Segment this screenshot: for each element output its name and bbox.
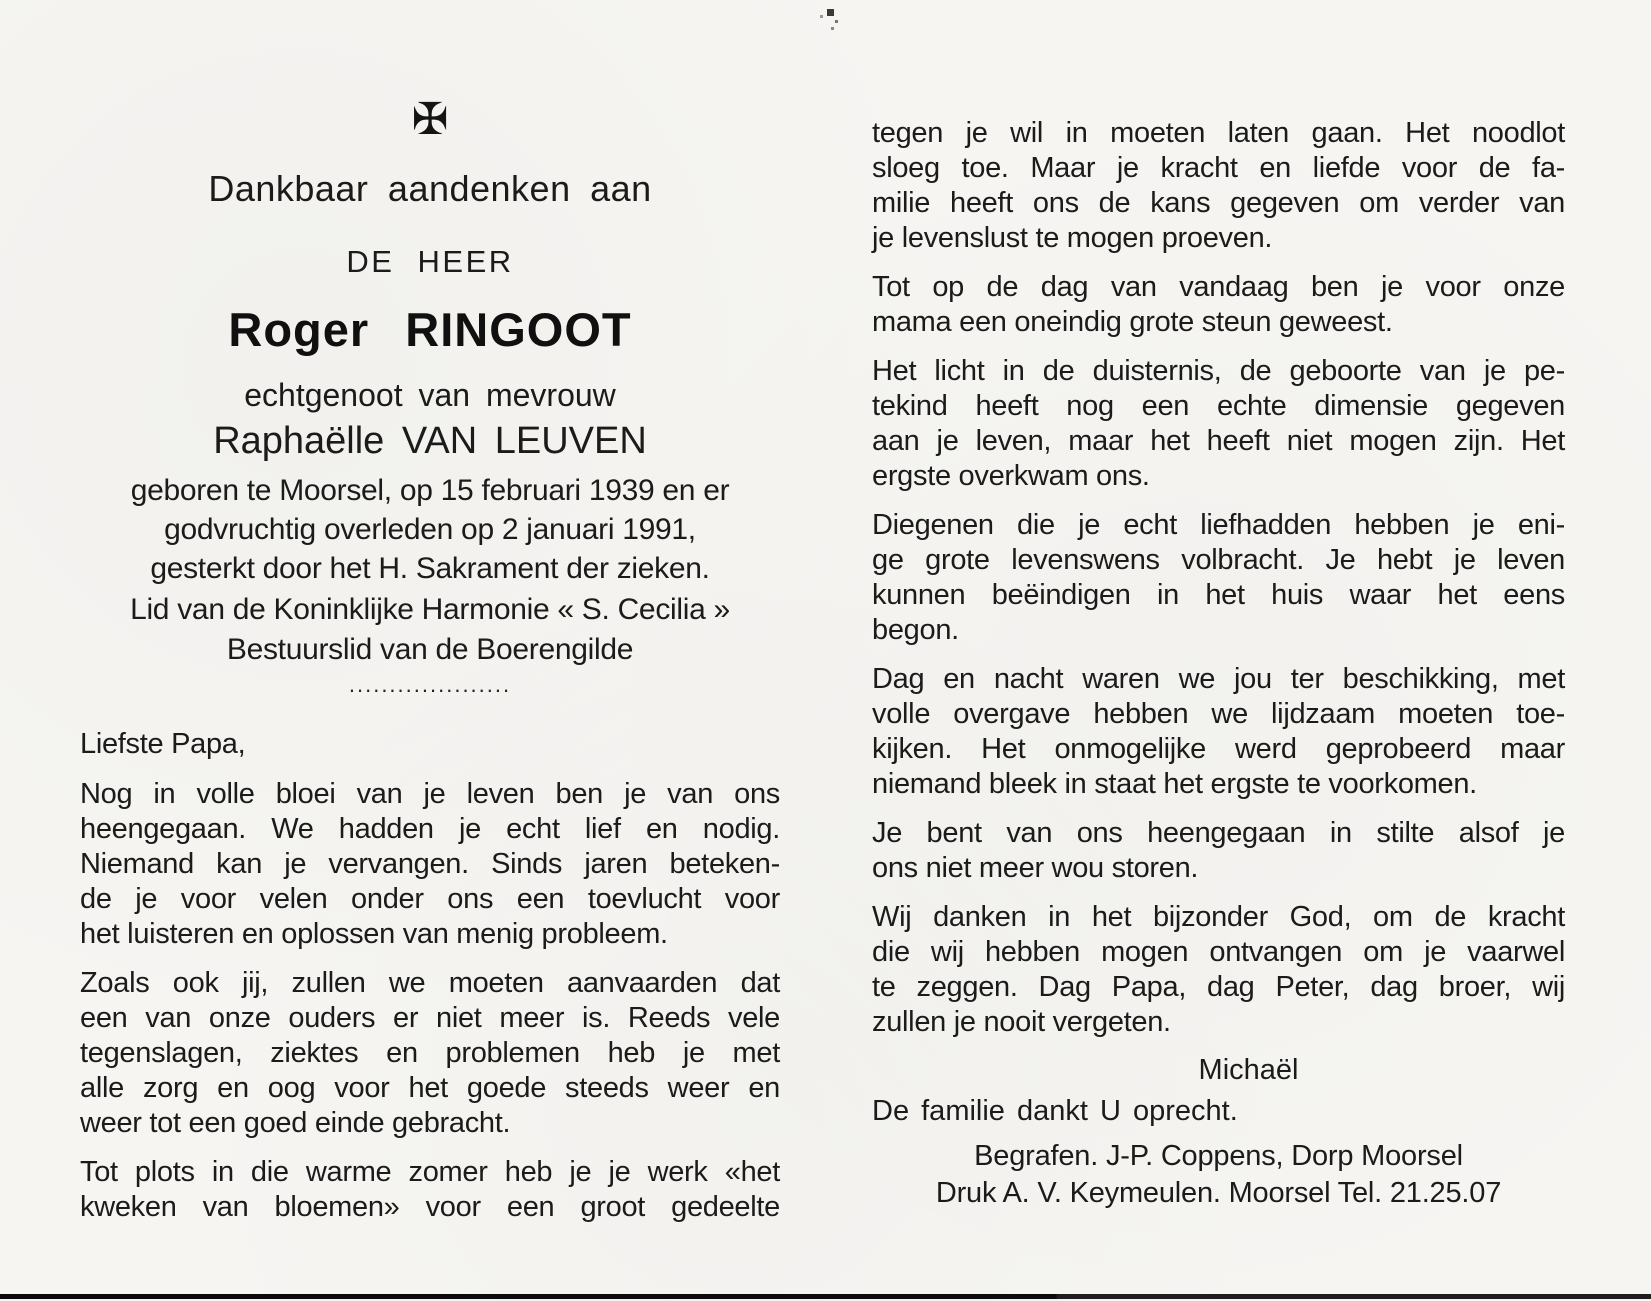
birth-death-details xyxy=(80,471,780,588)
honorific: DE HEER xyxy=(346,244,514,279)
text-line: Wij danken in het bijzonder God, om de kracht xyxy=(872,901,1565,933)
text-line: Begrafen. J-P. Coppens, Dorp Moorsel xyxy=(974,1140,1463,1172)
paragraph xyxy=(80,966,780,1141)
letter-paragraph-continued xyxy=(80,1155,780,1225)
text-line: Diegenen die je echt liefhadden hebben je eni- xyxy=(872,509,1565,541)
text-line: begon. xyxy=(872,614,959,646)
text-line: die wij hebben mogen ontvangen om je vaarwel xyxy=(872,936,1565,968)
letter-greeting: Liefste Papa, xyxy=(80,728,246,760)
spouse-intro: echtgenoot van mevrouw xyxy=(244,377,616,413)
text-line: je levenslust te mogen proeven. xyxy=(872,222,1273,254)
text-line: volle overgave hebben we lijdzaam moeten toe- xyxy=(872,698,1565,730)
scan-edge-line xyxy=(0,1294,1651,1299)
paragraph xyxy=(872,354,1565,494)
text-line: Lid van de Koninklijke Harmonie « S. Cecilia » xyxy=(130,593,730,626)
cross-pattee-icon: ✠ xyxy=(411,94,449,145)
printer-imprint xyxy=(872,1138,1565,1212)
card-header xyxy=(80,94,780,698)
text-line: Tot plots in die warme zomer heb je je werk «het xyxy=(80,1156,780,1188)
text-line: sloeg toe. Maar je kracht en liefde voor de fa- xyxy=(872,152,1565,184)
spouse-name: Raphaëlle VAN LEUVEN xyxy=(213,420,647,462)
text-line: Bestuurslid van de Boerengilde xyxy=(226,633,634,666)
text-line: Het licht in de duisternis, de geboorte van je pe- xyxy=(872,355,1565,387)
text-line: tegenslagen, ziektes en problemen heb je met xyxy=(80,1037,780,1069)
text-line: Nog in volle bloei van je leven ben je van ons xyxy=(80,778,780,810)
text-line: aan je leven, maar het heeft niet mogen zijn. Het xyxy=(872,425,1565,457)
deceased-name: Roger RINGOOT xyxy=(228,303,632,356)
text-line: ge grote levenswens volbracht. Je hebt je leven xyxy=(872,544,1565,576)
text-line: een van onze ouders er niet meer is. Reeds vele xyxy=(80,1002,780,1034)
text-line: niemand bleek in staat het ergste te voorkomen. xyxy=(872,768,1477,800)
text-line: kunnen beëindigen in het huis waar het eens xyxy=(872,579,1565,611)
paragraph xyxy=(872,816,1565,886)
text-line: kweken van bloemen» voor een groot gedeelte xyxy=(80,1191,780,1223)
paragraph xyxy=(872,116,1565,256)
text-line: alle zorg en oog voor het goede steeds weer en xyxy=(80,1072,780,1104)
text-line: geboren te Moorsel, op 15 februari 1939 en er xyxy=(130,474,730,507)
text-line: heengegaan. We hadden je echt lief en nodig. xyxy=(80,813,780,845)
text-line: zullen je nooit vergeten. xyxy=(872,1006,1171,1038)
letter-body-left xyxy=(80,777,780,1141)
text-line: Druk A. V. Keymeulen. Moorsel Tel. 21.25.07 xyxy=(935,1177,1502,1209)
text-line: mama een oneindig grote steun geweest. xyxy=(872,306,1393,338)
text-line: het luisteren en oplossen van menig probleem. xyxy=(80,918,668,950)
card-intro: Dankbaar aandenken aan xyxy=(208,168,652,209)
signature: Michaël xyxy=(1198,1054,1299,1086)
memberships xyxy=(80,590,780,670)
left-page xyxy=(80,94,780,1239)
paragraph xyxy=(872,900,1565,1040)
paragraph xyxy=(872,508,1565,648)
text-line: te zeggen. Dag Papa, dag Peter, dag broer, wij xyxy=(872,971,1565,1003)
paragraph xyxy=(80,777,780,952)
text-line: tegen je wil in moeten laten gaan. Het noodlot xyxy=(872,117,1565,149)
scan-speck xyxy=(827,9,834,16)
text-line: godvruchtig overleden op 2 januari 1991, xyxy=(164,513,696,546)
text-line: Je bent van ons heengegaan in stilte alsof je xyxy=(872,817,1565,849)
text-line: weer tot een goed einde gebracht. xyxy=(80,1107,511,1139)
text-line: milie heeft ons de kans gegeven om verder van xyxy=(872,187,1565,219)
text-line: tekind heeft nog een echte dimensie gegeven xyxy=(872,390,1565,422)
right-page xyxy=(872,100,1565,1212)
family-thanks: De familie dankt U oprecht. xyxy=(872,1095,1238,1127)
text-line: Dag en nacht waren we jou ter beschikking, met xyxy=(872,663,1565,695)
text-line: Tot op de dag van vandaag ben je voor onze xyxy=(872,271,1565,303)
text-line: kijken. Het onmogelijke werd geprobeerd maar xyxy=(872,733,1565,765)
paragraph xyxy=(872,662,1565,802)
text-line: Niemand kan je vervangen. Sinds jaren beteken- xyxy=(80,848,780,880)
text-line: Zoals ook jij, zullen we moeten aanvaarden dat xyxy=(80,967,780,999)
text-line: ons niet meer wou storen. xyxy=(872,852,1199,884)
text-line: gesterkt door het H. Sakrament der zieken. xyxy=(150,552,710,585)
text-line: de je voor velen onder ons een toevlucht voor xyxy=(80,883,780,915)
text-line: ergste overkwam ons. xyxy=(872,460,1150,492)
letter-body-right xyxy=(872,116,1565,1040)
dotted-divider: .................... xyxy=(348,672,512,697)
paragraph xyxy=(872,270,1565,340)
